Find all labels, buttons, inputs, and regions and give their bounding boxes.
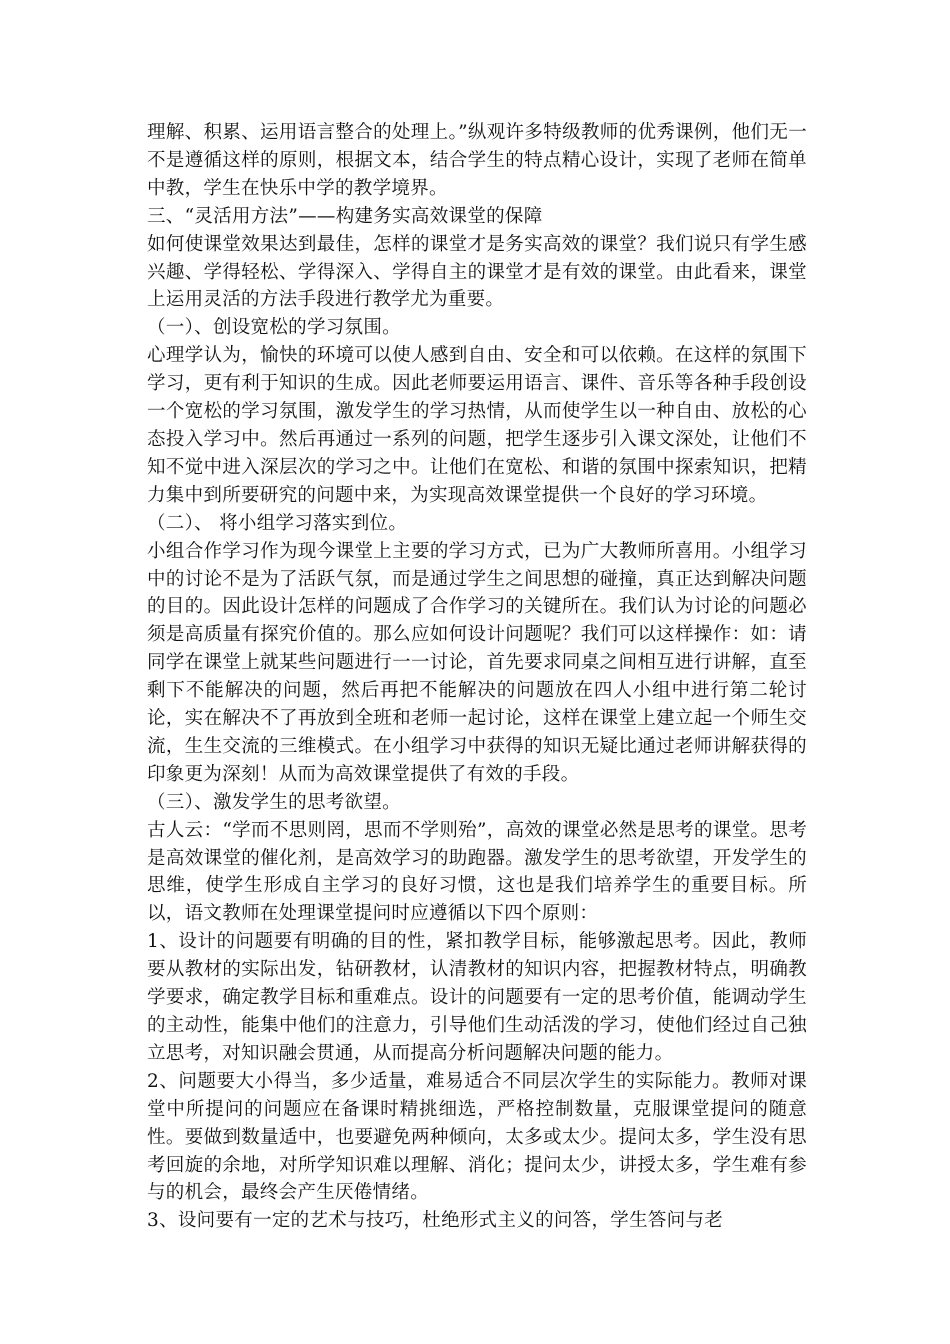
document-body xyxy=(147,119,807,1235)
section-heading-3: 三、“灵活用方法”——构建务实高效课堂的保障 xyxy=(147,205,543,227)
paragraph-continuation: 理解、积累、运用语言整合的处理上。”纵观许多特级教师的优秀课例，他们无一不是遵循这样的原则，根据文本，结合学生的特点精心设计，实现了老师在简单中教，学生在快乐中学的教学境界。 xyxy=(147,122,807,199)
paragraph-thinking: 古人云：“学而不思则罔，思而不学则殆”，高效的课堂必然是思考的课堂。思考是高效课堂的催化剂，是高效学习的助跑器。激发学生的思考欲望，开发学生的思维，使学生形成自主学习的良好习惯，这也是我们培养学生的重要目标。所以，语文教师在处理课堂提问时应遵循以下四个原则： xyxy=(147,819,807,925)
subheading-2: （二）、 将小组学习落实到位。 xyxy=(147,512,408,534)
subheading-1: （一）、创设宽松的学习氛围。 xyxy=(147,317,401,339)
paragraph-atmosphere: 心理学认为，愉快的环境可以使人感到自由、安全和可以依赖。在这样的氛围下学习，更有利于知识的生成。因此老师要运用语言、课件、音乐等各种手段创设一个宽松的学习氛围，激发学生的学习热情，从而使学生以一种自由、放松的心态投入学习中。然后再通过一系列的问题，把学生逐步引入课文深处，让他们不知不觉中进入深层次的学习之中。让他们在宽松、和谐的氛围中探索知识，把精力集中到所要研究的问题中来，为实现高效课堂提供一个良好的学习环境。 xyxy=(147,345,807,506)
paragraph-group-study: 小组合作学习作为现今课堂上主要的学习方式，已为广大教师所喜用。小组学习中的讨论不是为了活跃气氛，而是通过学生之间思想的碰撞，真正达到解决问题的目的。因此设计怎样的问题成了合作学习的关键所在。我们认为讨论的问题必须是高质量有探究价值的。那么应如何设计问题呢？我们可以这样操作：如：请同学在课堂上就某些问题进行一一讨论，首先要求同桌之间相互进行讲解，直至剩下不能解决的问题，然后再把不能解决的问题放在四人小组中进行第二轮讨论，实在解决不了再放到全班和老师一起讨论，这样在课堂上建立起一个师生交流，生生交流的三维模式。在小组学习中获得的知识无疑比通过老师讲解获得的印象更为深刻！从而为高效课堂提供了有效的手段。 xyxy=(147,540,807,785)
principle-1: 1、设计的问题要有明确的目的性，紧扣教学目标，能够激起思考。因此，教师要从教材的实际出发，钻研教材，认清教材的知识内容，把握教材特点，明确教学要求，确定教学目标和重难点。设计的问题要有一定的思考价值，能调动学生的主动性，能集中他们的注意力，引导他们生动活泼的学习，使他们经过自己独立思考，对知识融会贯通，从而提高分析问题解决问题的能力。 xyxy=(147,931,807,1064)
principle-2: 2、问题要大小得当，多少适量，难易适合不同层次学生的实际能力。教师对课堂中所提问的问题应在备课时精挑细选，严格控制数量，克服课堂提问的随意性。要做到数量适中，也要避免两种倾向，太多或太少。提问太多，学生没有思考回旋的余地，对所学知识难以理解、消化；提问太少，讲授太多，学生难有参与的机会，最终会产生厌倦情绪。 xyxy=(147,1070,807,1204)
paragraph-intro: 如何使课堂效果达到最佳，怎样的课堂才是务实高效的课堂？我们说只有学生感兴趣、学得轻松、学得深入、学得自主的课堂才是有效的课堂。由此看来，课堂上运用灵活的方法手段进行教学尤为重要。 xyxy=(147,233,807,311)
principle-3: 3、设问要有一定的艺术与技巧，杜绝形式主义的问答，学生答问与老 xyxy=(147,1210,724,1232)
subheading-3: （三）、激发学生的思考欲望。 xyxy=(147,791,401,813)
